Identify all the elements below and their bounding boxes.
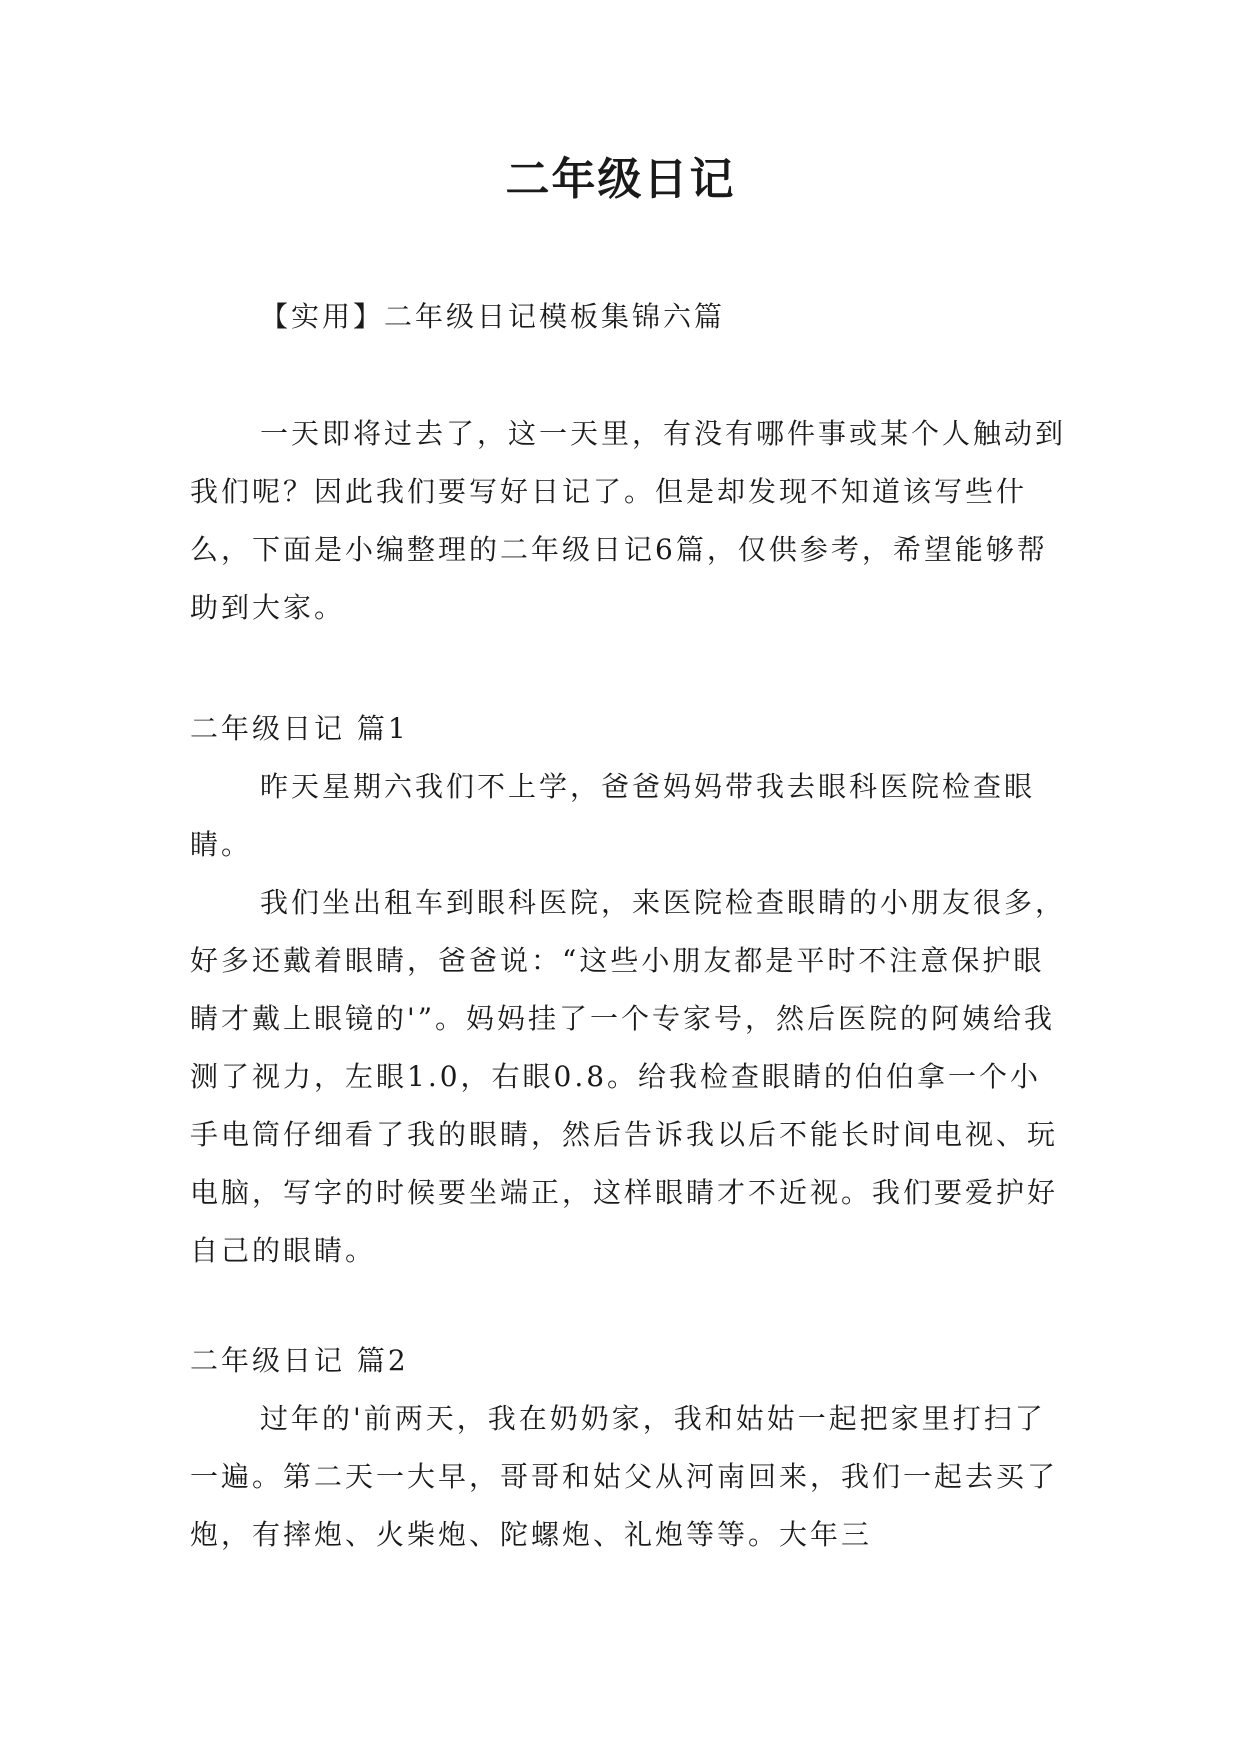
document-subtitle: 【实用】二年级日记模板集锦六篇 [260, 300, 726, 333]
section-heading-2: 二年级日记 篇2 [190, 1344, 409, 1377]
intro-paragraph: 一天即将过去了，这一天里，有没有哪件事或某个人触动到我们呢？因此我们要写好日记了。但是却发现不知道该写些什么，下面是小编整理的二年级日记6篇，仅供参考，希望能够帮助到大家。 [190, 417, 1067, 624]
section-1-paragraph-1: 昨天星期六我们不上学，爸爸妈妈带我去眼科医院检查眼睛。 [190, 770, 1036, 861]
section-2-paragraph-1: 过年的'前两天，我在奶奶家，我和姑姑一起把家里打扫了一遍。第二天一大早，哥哥和姑父从河南回来，我们一起去买了炮，有摔炮、火柴炮、陀螺炮、礼炮等等。大年三 [190, 1402, 1059, 1551]
document-title: 二年级日记 [505, 154, 736, 205]
section-heading-1: 二年级日记 篇1 [190, 712, 409, 745]
section-1-paragraph-2: 我们坐出租车到眼科医院，来医院检查眼睛的小朋友很多，好多还戴着眼睛，爸爸说：“这些小朋友都是平时不注意保护眼睛才戴上眼镜的'”。妈妈挂了一个专家号，然后医院的阿姨给我测了视力，左眼1.0，右眼0.8。给我检查眼睛的伯伯拿一个小手电筒仔细看了我的眼睛，然后告诉我以后不能长时间电视、玩电脑，写字的时候要坐端正，这样眼睛才不近视。我们要爱护好自己的眼睛。 [190, 886, 1067, 1267]
